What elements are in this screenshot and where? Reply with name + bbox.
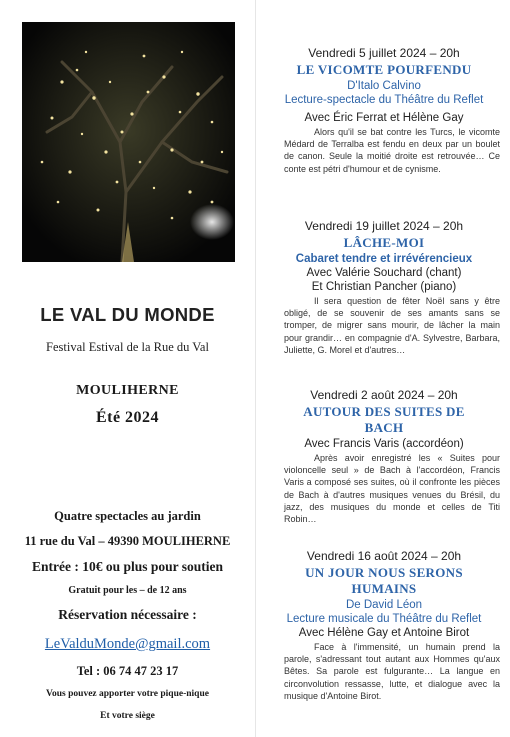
event-2 [258,219,510,358]
event-cast-2: Et Christian Pancher (piano) [311,281,457,293]
night-tree-photo [22,22,235,262]
event-title: AUTOUR DES SUITES DE BACH [303,404,465,435]
event-subtitle: Lecture-spectacle du Théâtre du Reflet [284,94,484,106]
event-author: D'Italo Calvino [347,80,421,92]
event-description: Après avoir enregistré les « Suites pour violoncelle seul » de Bach à l'accordéon, Francis Varis a composé ses suites, où il confronte les pièces de Bach à d'autres musiques venues du Brésil, du jazz, des musiques du monde et celles de Titi Robin… [284,453,500,525]
info-gardens: Quatre spectacles au jardin [54,509,201,523]
event-4 [258,549,510,704]
event-cast: Avec Hélène Gay et Antoine Birot [298,627,470,639]
event-title: LÂCHE-MOI [343,235,425,250]
event-author: De David Léon [345,599,423,611]
event-date: Vendredi 16 août 2024 – 20h [306,549,462,563]
festival-subtitle: Festival Estival de la Rue du Val [46,340,209,354]
info-free: Gratuit pour les – de 12 ans [68,585,187,596]
event-description: Il sera question de fêter Noël sans y être obligé, de se souvenir de ses amants sans se tromper, de migrer sans mourir, de lâcher la main pour grandir… en compagnie d'A. Sylvestre, Barbara, Juliette, G. Morel et d'autres… [284,296,500,355]
info-phone: Tel : 06 74 47 23 17 [76,664,179,678]
info-price: Entrée : 10€ ou plus pour soutien [31,559,224,574]
info-seat: Et votre siège [100,711,155,721]
event-cast: Avec Valérie Souchard (chant) [306,267,462,279]
festival-title: LE VAL DU MONDE [40,304,215,325]
event-date: Vendredi 2 août 2024 – 20h [310,388,458,402]
event-1 [258,46,510,177]
event-date: Vendredi 19 juillet 2024 – 20h [304,219,464,233]
event-title: UN JOUR NOUS SERONS HUMAINS [305,565,463,596]
event-cast: Avec Éric Ferrat et Hélène Gay [304,112,464,124]
event-3 [258,388,510,527]
event-description: Face à l'immensité, un humain prend la parole, s'adressant tout autant aux Hommes qu'aux Bêtes. Sa parole est fulgurante… La langue en circonvolution ressasse, lutte, et dialogue avec la musique d'Antoine Birot. [284,642,500,701]
festival-place: MOULIHERNE [76,383,179,398]
event-subtitle: Cabaret tendre et irrévérencieux [295,253,473,265]
event-cast: Avec Francis Varis (accordéon) [304,438,464,450]
info-picnic: Vous pouvez apporter votre pique-nique [46,689,209,699]
right-panel [258,0,510,737]
event-date: Vendredi 5 juillet 2024 – 20h [308,46,460,60]
email-link[interactable]: LeValduMonde@gmail.com [44,636,211,652]
event-title: LE VICOMTE POURFENDU [296,62,472,77]
info-address: 11 rue du Val – 49390 MOULIHERNE [24,534,231,548]
info-booking: Réservation nécessaire : [58,607,197,622]
fold-line [255,0,256,737]
event-subtitle: Lecture musicale du Théâtre du Reflet [286,613,482,625]
event-description: Alors qu'il se bat contre les Turcs, le vicomte Médard de Terralba est fendu en deux par un boulet de canon. Seule la moitié droite est retrouvée… Ce conte est pétri d'humour et de cynisme. [284,127,500,174]
festival-season: Été 2024 [95,409,160,426]
